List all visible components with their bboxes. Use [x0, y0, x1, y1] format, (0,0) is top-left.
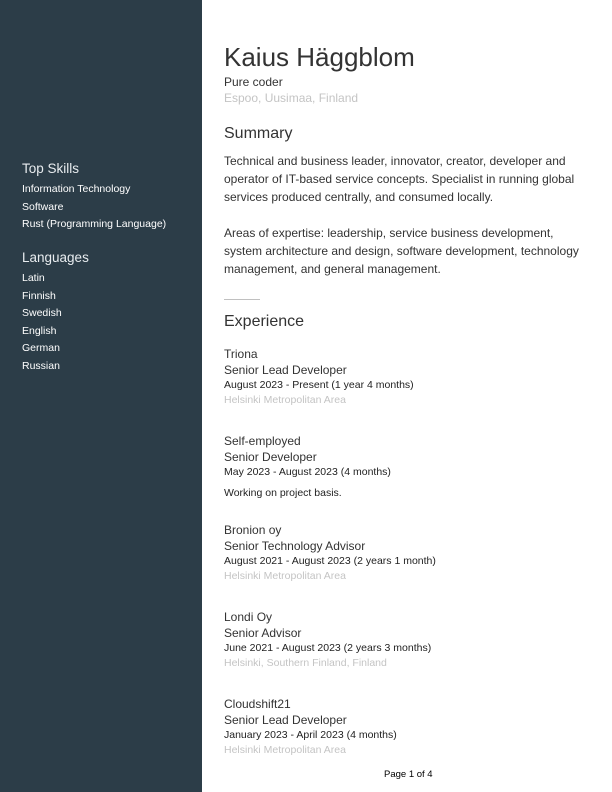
job-entry [224, 609, 584, 671]
job-dates: August 2023 - Present (1 year 4 months) [224, 379, 414, 391]
job-title: Senior Developer [224, 450, 317, 464]
languages-heading: Languages [22, 250, 89, 265]
language-item: German [22, 342, 60, 355]
job-dates: May 2023 - August 2023 (4 months) [224, 466, 391, 478]
job-title: Senior Advisor [224, 626, 302, 640]
headline: Pure coder [224, 75, 283, 89]
job-entry [224, 522, 584, 584]
job-location: Helsinki, Southern Finland, Finland [224, 657, 387, 669]
skill-item: Information Technology [22, 183, 131, 195]
job-location: Helsinki Metropolitan Area [224, 570, 346, 582]
summary-paragraph: Technical and business leader, innovator, creator, developer and operator of IT-based service concepts. Specialist in running global services produced centrally, and consumed locally. [224, 154, 575, 204]
top-skills-heading: Top Skills [22, 161, 80, 176]
location: Espoo, Uusimaa, Finland [224, 91, 359, 105]
job-location: Helsinki Metropolitan Area [224, 394, 346, 406]
skill-item: Rust (Programming Language) [22, 218, 167, 231]
job-entry [224, 433, 584, 501]
summary-text [224, 152, 584, 296]
job-dates: June 2021 - August 2023 (2 years 3 months) [224, 642, 432, 654]
job-company: Bronion oy [224, 523, 282, 537]
job-company: Self-employed [224, 434, 301, 448]
job-dates: August 2021 - August 2023 (2 years 1 month) [224, 555, 436, 567]
skill-item: Software [22, 200, 64, 213]
job-entry [224, 696, 584, 758]
job-title: Senior Technology Advisor [224, 539, 366, 553]
language-item: Russian [22, 359, 60, 372]
top-skills-section [22, 161, 166, 234]
job-dates: January 2023 - April 2023 (4 months) [224, 729, 397, 741]
language-item: English [22, 324, 57, 337]
job-title: Senior Lead Developer [224, 363, 347, 377]
sidebar [0, 0, 202, 792]
job-company: Triona [224, 347, 258, 361]
job-company: Cloudshift21 [224, 697, 291, 711]
job-location: Helsinki Metropolitan Area [224, 744, 346, 756]
summary-paragraph: Areas of expertise: leadership, service business development, system architecture and design, software development, technology management, and general management. [224, 226, 579, 276]
language-item: Latin [22, 272, 45, 284]
experience-heading: Experience [224, 313, 305, 330]
job-entry [224, 346, 584, 408]
language-item: Swedish [22, 307, 62, 320]
page-number: Page 1 of 4 [384, 769, 433, 780]
person-name: Kaius Häggblom [224, 42, 415, 72]
job-description: Working on project basis. [224, 487, 342, 499]
languages-section [22, 250, 89, 376]
job-company: Londi Oy [224, 610, 273, 624]
section-divider [224, 299, 260, 300]
language-item: Finnish [22, 289, 56, 302]
summary-heading: Summary [224, 125, 293, 142]
job-title: Senior Lead Developer [224, 713, 347, 727]
